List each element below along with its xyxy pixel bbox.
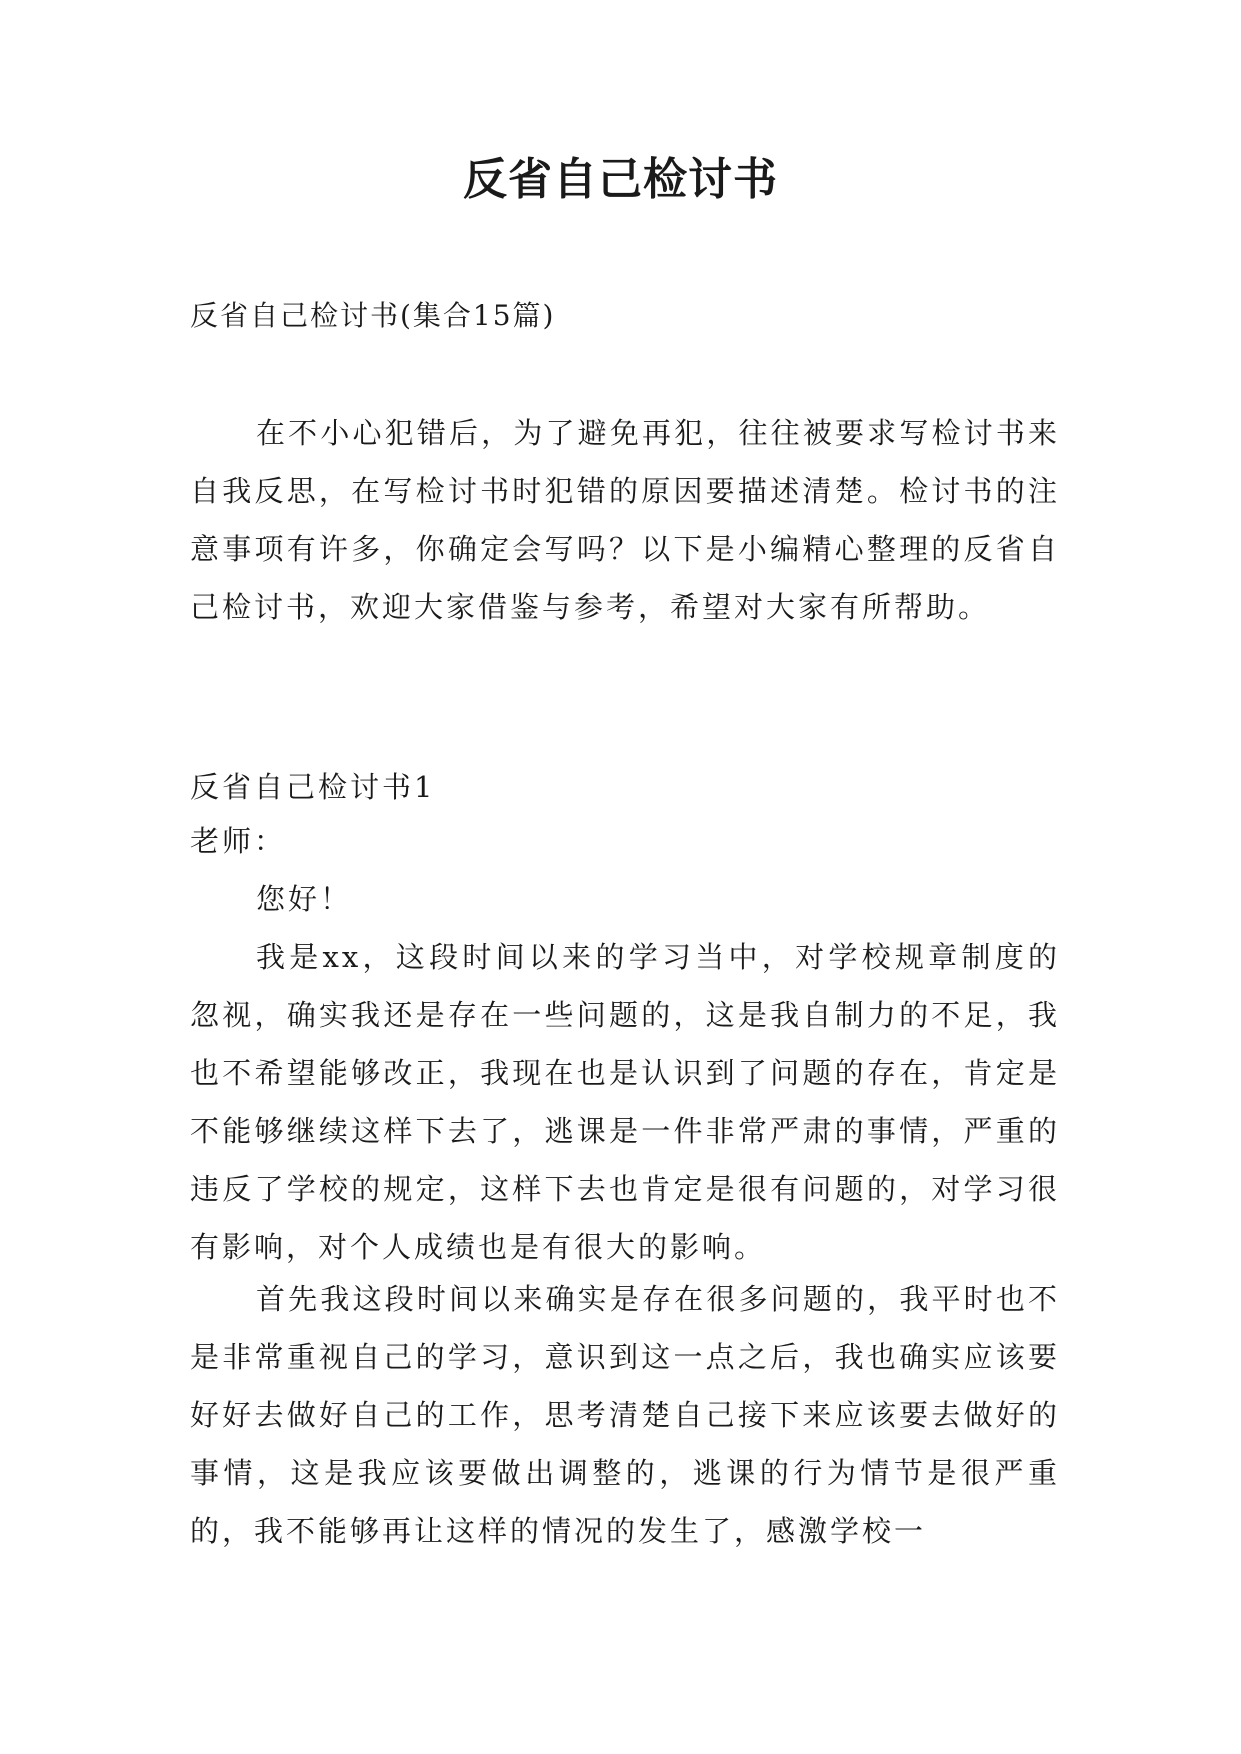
body-paragraph: 首先我这段时间以来确实是存在很多问题的，我平时也不是非常重视自己的学习，意识到这一点之后，我也确实应该要好好去做好自己的工作，思考清楚自己接下来应该要去做好的事情，这是我应该要做出调整的，逃课的行为情节是很严重的，我不能够再让这样的情况的发生了，感激学校一 xyxy=(190,1282,1060,1548)
document-subtitle: 反省自己检讨书(集合15篇) xyxy=(190,299,556,332)
salutation: 老师： xyxy=(190,824,287,858)
greeting: 您好！ xyxy=(256,882,353,916)
section-heading: 反省自己检讨书1 xyxy=(190,770,436,804)
intro-paragraph: 在不小心犯错后，为了避免再犯，往往被要求写检讨书来自我反思，在写检讨书时犯错的原因要描述清楚。检讨书的注意事项有许多，你确定会写吗？以下是小编精心整理的反省自己检讨书，欢迎大家借鉴与参考，希望对大家有所帮助。 xyxy=(190,416,1060,624)
body-paragraph: 我是xx，这段时间以来的学习当中，对学校规章制度的忽视，确实我还是存在一些问题的，这是我自制力的不足，我也不希望能够改正，我现在也是认识到了问题的存在，肯定是不能够继续这样下去了，逃课是一件非常严肃的事情，严重的违反了学校的规定，这样下去也肯定是很有问题的，对学习很有影响，对个人成绩也是有很大的影响。 xyxy=(190,940,1060,1264)
document-title: 反省自己检讨书 xyxy=(463,154,778,205)
